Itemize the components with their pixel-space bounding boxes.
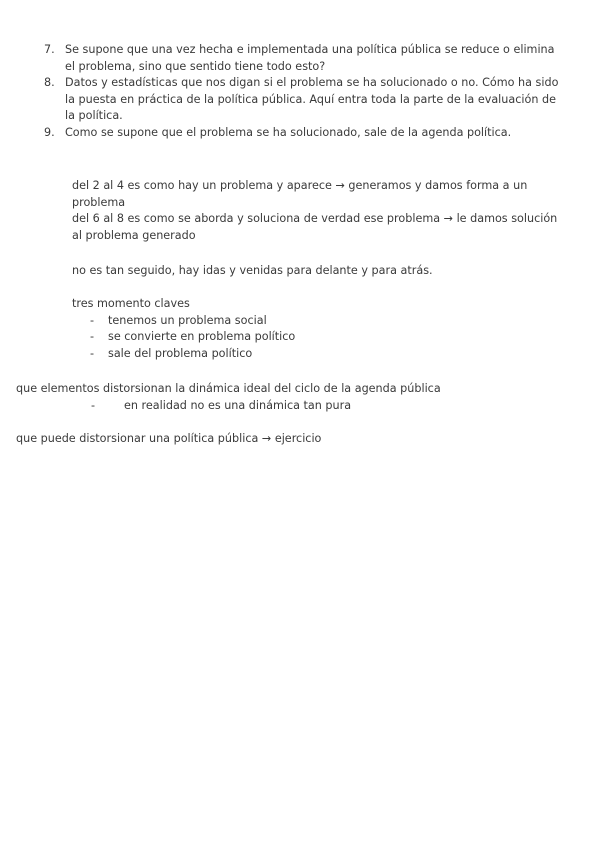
list-item-text: Como se supone que el problema se ha solucionado, sale de la agenda política. xyxy=(65,125,512,139)
key-moments-title: tres momento claves xyxy=(72,297,190,310)
dash-bullet: - xyxy=(90,313,95,327)
key-moments xyxy=(72,296,562,362)
dash-bullet: - xyxy=(91,398,96,412)
list-item xyxy=(72,313,562,330)
list-item-number: 7. xyxy=(44,43,55,56)
list-item-number: 8. xyxy=(44,76,55,89)
list-item xyxy=(44,125,564,142)
distortion-answer: en realidad no es una dinámica tan pura xyxy=(124,398,352,412)
dash-bullet: - xyxy=(90,330,95,343)
list-item-number: 9. xyxy=(44,125,55,139)
note-line-3: no es tan seguido, hay idas y venidas para delante y para atrás. xyxy=(72,264,433,277)
list-item-text: Se supone que una vez hecha e implementada una política pública se reduce o elimina el problema, sino que sentido tiene todo esto? xyxy=(65,43,555,73)
exercise-section xyxy=(16,431,576,448)
list-item xyxy=(16,398,576,415)
list-item xyxy=(72,346,562,363)
list-item xyxy=(44,75,564,125)
list-item xyxy=(72,329,562,346)
list-item-text: Datos y estadísticas que nos digan si el problema se ha solucionado o no. Cómo ha sido la puesta en práctica de la política pública. Aquí entra toda la parte de la evaluación de la política. xyxy=(65,76,559,122)
note-line-1: del 2 al 4 es como hay un problema y aparece → generamos y damos forma a un problema xyxy=(72,179,528,209)
note-line-2: del 6 al 8 es como se aborda y soluciona de verdad ese problema → le damos solución al problema generado xyxy=(72,212,558,242)
phase-notes xyxy=(72,178,562,244)
key-moment-text: se convierte en problema político xyxy=(108,330,296,343)
exercise-line: que puede distorsionar una política pública → ejercicio xyxy=(16,432,322,445)
distortion-list xyxy=(16,398,576,415)
key-moments-list xyxy=(72,313,562,363)
dash-bullet: - xyxy=(90,346,95,360)
numbered-list xyxy=(44,42,564,141)
flow-note xyxy=(72,263,562,280)
key-moment-text: tenemos un problema social xyxy=(108,313,267,327)
list-item xyxy=(44,42,564,75)
distortion-section xyxy=(16,381,576,414)
distortion-question: que elementos distorsionan la dinámica ideal del ciclo de la agenda pública xyxy=(16,382,441,395)
key-moment-text: sale del problema político xyxy=(108,346,253,360)
